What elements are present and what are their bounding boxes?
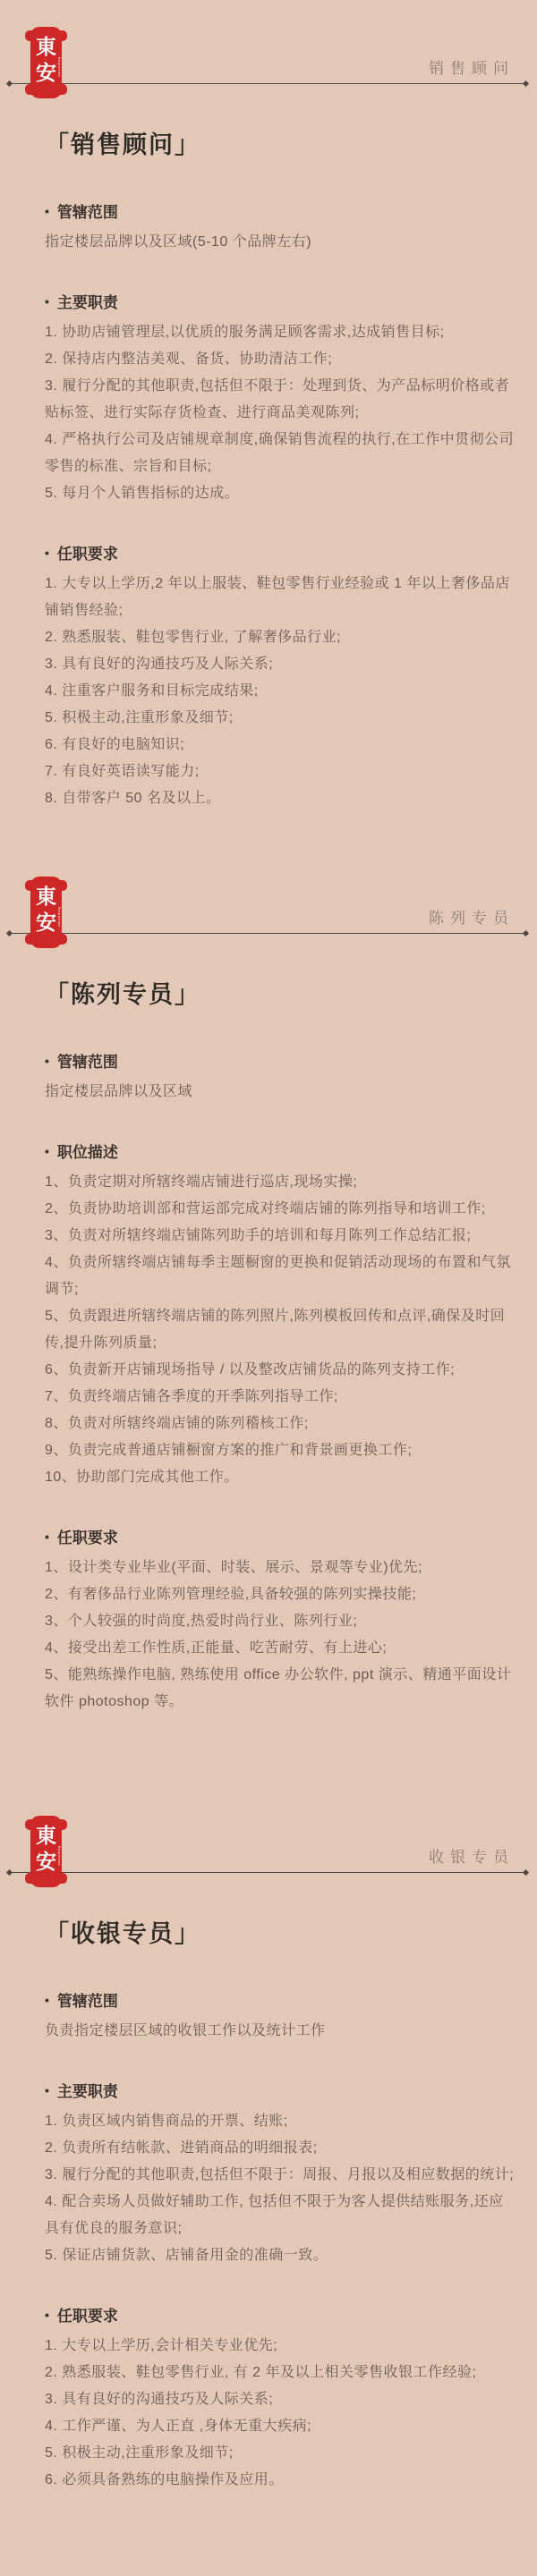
lines-container bbox=[45, 571, 515, 812]
text-line: 6、负责新开店铺现场指导 / 以及整改店铺货品的陈列支持工作; bbox=[45, 1362, 456, 1377]
text-line: 5. 积极主动,注重形象及细节; bbox=[45, 2445, 234, 2461]
content-block bbox=[45, 541, 515, 812]
text-line: 8. 自带客户 50 名及以上。 bbox=[45, 791, 221, 806]
bullet-icon: • bbox=[45, 2307, 49, 2322]
block-heading-label: 任职要求 bbox=[56, 546, 118, 563]
text-line: 指定楼层品牌以及区域 bbox=[45, 1084, 193, 1099]
block-heading-label: 任职要求 bbox=[56, 2308, 118, 2325]
block-heading bbox=[45, 1049, 515, 1072]
text-line: 3、个人较强的时尚度,热爱时尚行业、陈列行业; bbox=[45, 1614, 358, 1629]
content-block bbox=[45, 2303, 515, 2494]
bullet-icon: • bbox=[45, 1143, 49, 1158]
job-section bbox=[0, 0, 537, 850]
block-heading-label: 任职要求 bbox=[56, 1530, 118, 1546]
text-line: 2. 熟悉服装、鞋包零售行业, 有 2 年及以上相关零售收银工作经验; bbox=[45, 2365, 477, 2380]
lines-container bbox=[45, 1555, 515, 1716]
lines-container bbox=[45, 2333, 515, 2494]
header-job-label: 收银专员 bbox=[429, 1849, 515, 1866]
content-block bbox=[45, 1525, 515, 1716]
dongan-lantern-logo bbox=[25, 1816, 67, 1887]
logo-subtext: Emporium bbox=[57, 1846, 62, 1867]
blocks-container bbox=[45, 1049, 515, 1716]
block-heading-label: 管辖范围 bbox=[56, 1993, 118, 2010]
text-line: 6. 有良好的电脑知识; bbox=[45, 737, 185, 752]
block-heading-label: 管辖范围 bbox=[56, 1054, 118, 1071]
text-line: 2、负责协助培训部和营运部完成对终端店铺的陈列指导和培训工作; bbox=[45, 1201, 486, 1216]
text-line: 4、负责所辖终端店铺每季主题橱窗的更换和促销活动现场的布置和气氛调节; bbox=[45, 1255, 511, 1297]
block-heading bbox=[45, 2079, 515, 2101]
blocks-container bbox=[45, 1988, 515, 2494]
dongan-lantern-logo bbox=[25, 877, 67, 948]
blocks-container bbox=[45, 199, 515, 812]
bullet-icon: • bbox=[45, 545, 49, 560]
header-divider-line bbox=[9, 83, 526, 84]
block-heading bbox=[45, 199, 515, 222]
content-block bbox=[45, 290, 515, 507]
lines-container bbox=[45, 319, 515, 507]
bullet-icon: • bbox=[45, 203, 49, 218]
content-block bbox=[45, 2079, 515, 2269]
text-line: 5. 积极主动,注重形象及细节; bbox=[45, 710, 234, 725]
bullet-icon: • bbox=[45, 1529, 49, 1544]
lines-container bbox=[45, 229, 515, 256]
block-heading bbox=[45, 1988, 515, 2011]
bullet-icon: • bbox=[45, 293, 49, 309]
logo-char-top: 東 bbox=[36, 1824, 56, 1847]
text-line: 10、协助部门完成其他工作。 bbox=[45, 1470, 239, 1485]
header-job-label: 销售顾问 bbox=[429, 60, 515, 77]
text-line: 1. 大专以上学历,2 年以上服装、鞋包零售行业经验或 1 年以上奢侈品店铺销售经验; bbox=[45, 576, 510, 618]
lines-container bbox=[45, 2018, 515, 2045]
text-line: 5、负责跟进所辖终端店铺的陈列照片,陈列模板回传和点评,确保及时回传,提升陈列质量; bbox=[45, 1309, 506, 1351]
block-heading-label: 管辖范围 bbox=[56, 204, 118, 221]
block-heading-label: 职位描述 bbox=[56, 1144, 118, 1161]
content-block bbox=[45, 199, 515, 256]
text-line: 1、负责定期对所辖终端店铺进行巡店,现场实操; bbox=[45, 1174, 358, 1190]
section-content bbox=[0, 0, 537, 812]
content-block bbox=[45, 1049, 515, 1106]
logo-subtext: Emporium bbox=[57, 57, 62, 78]
content-block bbox=[45, 1140, 515, 1491]
block-heading bbox=[45, 1525, 515, 1547]
text-line: 4. 注重客户服务和目标完成结果; bbox=[45, 683, 259, 699]
text-line: 3. 具有良好的沟通技巧及人际关系; bbox=[45, 657, 274, 672]
text-line: 1. 协助店铺管理层,以优质的服务满足顾客需求,达成销售目标; bbox=[45, 325, 445, 340]
text-line: 9、负责完成普通店铺橱窗方案的推广和背景画更换工作; bbox=[45, 1443, 413, 1458]
block-heading bbox=[45, 541, 515, 564]
text-line: 1、设计类专业毕业(平面、时装、展示、景观等专业)优先; bbox=[45, 1560, 423, 1575]
dongan-lantern-logo bbox=[25, 27, 67, 98]
job-section bbox=[0, 1789, 537, 2576]
text-line: 2. 负责所有结帐款、进销商品的明细报表; bbox=[45, 2140, 318, 2156]
logo-char-bottom: 安 bbox=[36, 1850, 56, 1873]
block-heading bbox=[45, 2303, 515, 2326]
block-heading-label: 主要职责 bbox=[56, 294, 118, 311]
logo-char-top: 東 bbox=[36, 885, 56, 908]
text-line: 4. 配合卖场人员做好辅助工作, 包括但不限于为客人提供结账服务,还应具有优良的服务意识; bbox=[45, 2194, 504, 2236]
block-heading-label: 主要职责 bbox=[56, 2083, 118, 2100]
text-line: 2. 熟悉服装、鞋包零售行业, 了解奢侈品行业; bbox=[45, 630, 342, 645]
text-line: 6. 必须具备熟练的电脑操作及应用。 bbox=[45, 2472, 284, 2487]
text-line: 5. 每月个人销售指标的达成。 bbox=[45, 486, 240, 501]
text-line: 4、接受出差工作性质,正能量、吃苦耐劳、有上进心; bbox=[45, 1640, 388, 1656]
text-line: 7. 有良好英语读写能力; bbox=[45, 764, 200, 779]
job-title: 「收银专员」 bbox=[45, 1920, 200, 1947]
text-line: 3. 具有良好的沟通技巧及人际关系; bbox=[45, 2392, 274, 2407]
text-line: 指定楼层品牌以及区域(5-10 个品牌左右) bbox=[45, 234, 312, 250]
job-title: 「陈列专员」 bbox=[45, 981, 200, 1008]
text-line: 4. 工作严谨、为人正直 ,身体无重大疾病; bbox=[45, 2419, 312, 2434]
lines-container bbox=[45, 1079, 515, 1106]
text-line: 8、负责对所辖终端店铺的陈列稽核工作; bbox=[45, 1416, 309, 1431]
block-heading bbox=[45, 1140, 515, 1162]
logo-char-top: 東 bbox=[36, 35, 56, 58]
job-section bbox=[0, 850, 537, 1789]
text-line: 1. 大专以上学历,会计相关专业优先; bbox=[45, 2338, 278, 2353]
job-title: 「销售顾问」 bbox=[45, 131, 200, 158]
logo-char-bottom: 安 bbox=[36, 61, 56, 84]
header-job-label: 陈列专员 bbox=[429, 910, 515, 927]
header-divider-line bbox=[9, 1872, 526, 1873]
text-line: 3、负责对所辖终端店铺陈列助手的培训和每月陈列工作总结汇报; bbox=[45, 1228, 472, 1243]
text-line: 5. 保证店铺货款、店铺备用金的准确一致。 bbox=[45, 2248, 328, 2263]
text-line: 3. 履行分配的其他职责,包括但不限于：处理到货、为产品标明价格或者贴标签、进行实际存货检查、进行商品美观陈列; bbox=[45, 378, 510, 420]
text-line: 4. 严格执行公司及店铺规章制度,确保销售流程的执行,在工作中贯彻公司零售的标准、宗旨和目标; bbox=[45, 432, 515, 474]
logo-char-bottom: 安 bbox=[36, 911, 56, 934]
bullet-icon: • bbox=[45, 2082, 49, 2097]
content-block bbox=[45, 1988, 515, 2045]
bullet-icon: • bbox=[45, 1053, 49, 1068]
section-content bbox=[0, 850, 537, 1716]
text-line: 2、有奢侈品行业陈列管理经验,具备较强的陈列实操技能; bbox=[45, 1587, 417, 1602]
logo-subtext: Emporium bbox=[57, 907, 62, 928]
text-line: 1. 负责区域内销售商品的开票、结账; bbox=[45, 2114, 288, 2129]
block-heading bbox=[45, 290, 515, 312]
lines-container bbox=[45, 2108, 515, 2269]
bullet-icon: • bbox=[45, 1992, 49, 2007]
text-line: 3. 履行分配的其他职责,包括但不限于：周报、月报以及相应数据的统计; bbox=[45, 2167, 515, 2182]
text-line: 5、能熟练操作电脑, 熟练使用 office 办公软件, ppt 演示、精通平面设计软件 photoshop 等。 bbox=[45, 1667, 512, 1709]
header-divider-line bbox=[9, 933, 526, 934]
lines-container bbox=[45, 1169, 515, 1491]
section-content bbox=[0, 1789, 537, 2494]
text-line: 7、负责终端店铺各季度的开季陈列指导工作; bbox=[45, 1389, 338, 1404]
text-line: 2. 保持店内整洁美观、备货、协助清洁工作; bbox=[45, 352, 333, 367]
text-line: 负责指定楼层区域的收银工作以及统计工作 bbox=[45, 2023, 326, 2038]
